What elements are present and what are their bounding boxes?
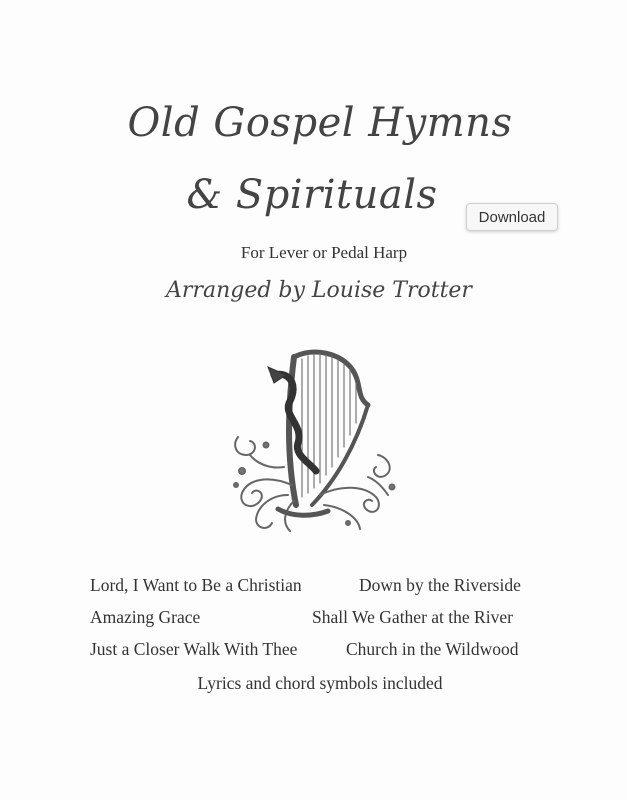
song-item: Lord, I Want to Be a Christian — [90, 575, 302, 595]
song-item: Down by the Riverside — [359, 575, 521, 595]
harp-strings — [302, 354, 356, 497]
cover-title-line-2: & Spirituals — [186, 172, 438, 218]
song-item: Shall We Gather at the River — [312, 607, 513, 627]
scroll-ornament-right — [320, 455, 395, 529]
arranger-credit: Arranged by Louise Trotter — [166, 278, 472, 303]
harp-neck — [294, 352, 368, 405]
download-button[interactable]: Download — [466, 203, 558, 231]
lyrics-chords-note: Lyrics and chord symbols included — [197, 673, 443, 693]
harp-illustration — [228, 345, 398, 535]
song-item: Just a Closer Walk With Thee — [90, 639, 298, 659]
scroll-ornament-left — [234, 437, 294, 531]
ribbon — [274, 374, 316, 471]
song-item: Church in the Wildwood — [346, 639, 519, 659]
cover-title-line-1: Old Gospel Hymns — [127, 100, 513, 146]
cover-subtitle: For Lever or Pedal Harp — [240, 243, 408, 262]
song-item: Amazing Grace — [90, 607, 201, 627]
